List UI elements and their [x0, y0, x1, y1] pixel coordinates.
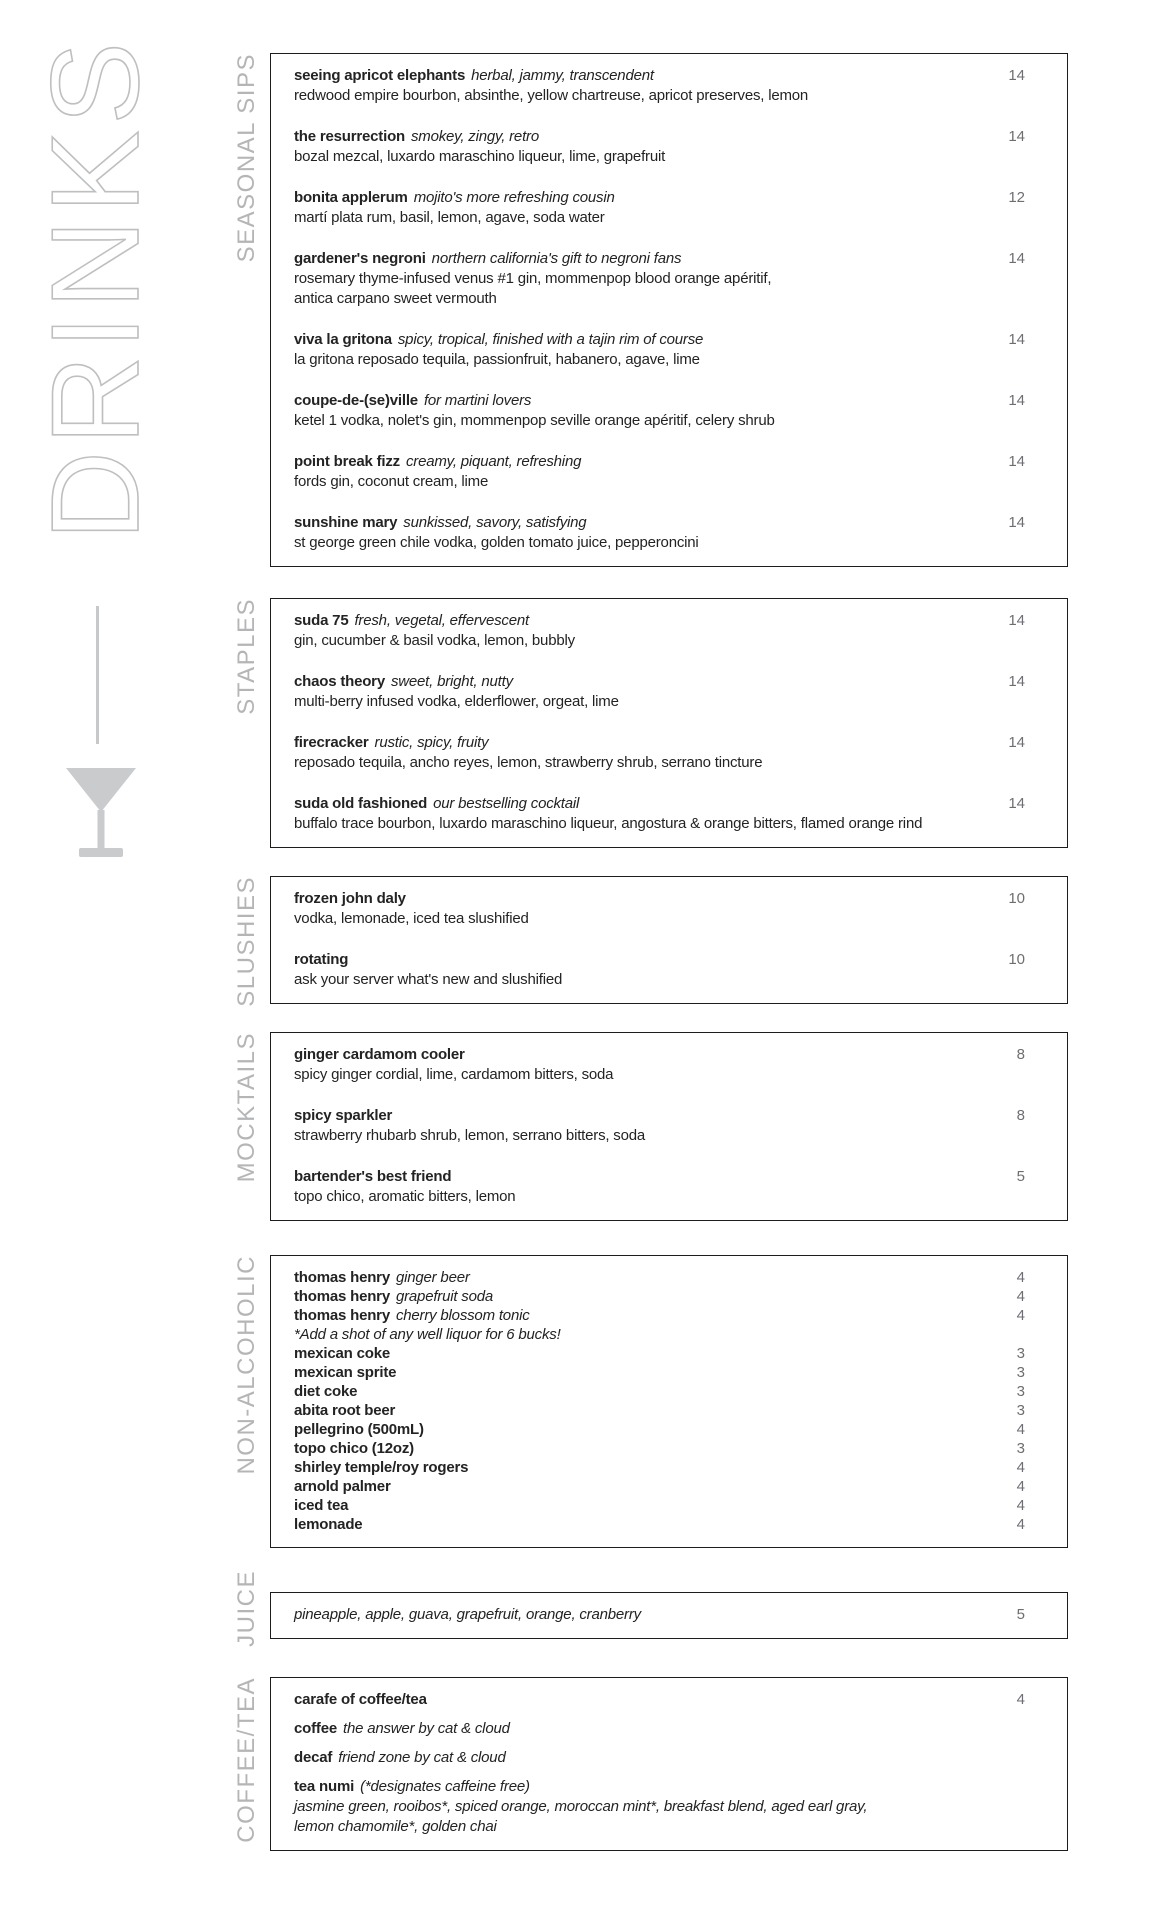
- menu-item: [294, 1420, 1025, 1439]
- item-name: coupe-de-(se)ville: [294, 392, 418, 409]
- item-price: 3: [1016, 1440, 1025, 1457]
- item-text: [294, 1477, 989, 1496]
- item-text: [294, 733, 989, 773]
- item-price: 10: [1008, 951, 1025, 968]
- item-price: 3: [1016, 1364, 1025, 1381]
- section-label: MOCKTAILS: [232, 1032, 260, 1183]
- item-text: [294, 672, 989, 712]
- menu-item: [294, 1344, 1025, 1363]
- item-text: [294, 330, 989, 370]
- item-heading: [294, 66, 989, 86]
- item-description: antica carpano sweet vermouth: [294, 290, 497, 307]
- menu-item: [294, 1777, 1025, 1837]
- section-label: NON-ALCOHOLIC: [232, 1255, 260, 1475]
- item-name: the resurrection: [294, 128, 405, 145]
- item-text: [294, 249, 989, 309]
- menu-item: [294, 1106, 1025, 1146]
- item-tagline: fresh, vegetal, effervescent: [354, 612, 529, 629]
- item-heading: [294, 672, 989, 692]
- item-heading: [294, 452, 989, 472]
- item-heading: [294, 249, 989, 269]
- item-name: coffee: [294, 1720, 337, 1737]
- item-name: topo chico (12oz): [294, 1440, 414, 1457]
- menu-section: [232, 1677, 1068, 1851]
- item-tagline: smokey, zingy, retro: [411, 128, 539, 145]
- item-description: buffalo trace bourbon, luxardo maraschino liqueur, angostura & orange bitters, flamed orange rind: [294, 815, 923, 832]
- item-price: 14: [1008, 795, 1025, 812]
- item-price: 8: [1016, 1107, 1025, 1124]
- item-name: spicy sparkler: [294, 1107, 393, 1124]
- item-heading: [294, 1515, 989, 1534]
- item-description: redwood empire bourbon, absinthe, yellow chartreuse, apricot preserves, lemon: [294, 87, 809, 104]
- item-heading: [294, 794, 989, 814]
- menu-item: [294, 249, 1025, 309]
- item-tagline: our bestselling cocktail: [433, 795, 580, 812]
- item-price: 14: [1008, 67, 1025, 84]
- item-name: mexican sprite: [294, 1364, 397, 1381]
- item-text: [294, 1363, 989, 1382]
- item-text: [294, 1719, 989, 1739]
- item-price: 14: [1008, 453, 1025, 470]
- menu-section: [232, 53, 1068, 567]
- section-box: [270, 53, 1068, 567]
- item-description: strawberry rhubarb shrub, lemon, serrano bitters, soda: [294, 1127, 646, 1144]
- item-name: suda 75: [294, 612, 349, 629]
- item-description: bozal mezcal, luxardo maraschino liqueur, lime, grapefruit: [294, 148, 666, 165]
- item-heading: [294, 1382, 989, 1401]
- item-text: [294, 127, 989, 167]
- item-tagline: *Add a shot of any well liquor for 6 bucks!: [294, 1326, 561, 1343]
- item-text: [294, 1268, 989, 1287]
- menu-item: [294, 1325, 1025, 1344]
- item-text: [294, 1496, 989, 1515]
- item-name: thomas henry: [294, 1288, 390, 1305]
- item-name: point break fizz: [294, 453, 400, 470]
- item-name: thomas henry: [294, 1307, 390, 1324]
- martini-glass-icon: [62, 764, 140, 862]
- item-text: [294, 1106, 989, 1146]
- menu-item: [294, 391, 1025, 431]
- item-tagline: rustic, spicy, fruity: [374, 734, 489, 751]
- item-tagline: mojito's more refreshing cousin: [413, 189, 615, 206]
- item-name: gardener's negroni: [294, 250, 426, 267]
- item-heading: [294, 1106, 989, 1126]
- item-price: 14: [1008, 392, 1025, 409]
- item-name: frozen john daly: [294, 890, 406, 907]
- item-tagline: (*designates caffeine free): [360, 1778, 530, 1795]
- item-price: 12: [1008, 189, 1025, 206]
- item-name: ginger cardamom cooler: [294, 1046, 465, 1063]
- menu-item: [294, 188, 1025, 228]
- item-heading: [294, 127, 989, 147]
- item-name: decaf: [294, 1749, 333, 1766]
- menu-item: [294, 1439, 1025, 1458]
- item-heading: [294, 513, 989, 533]
- item-description: fords gin, coconut cream, lime: [294, 473, 489, 490]
- item-text: [294, 452, 989, 492]
- item-description: st george green chile vodka, golden tomato juice, pepperoncini: [294, 534, 699, 551]
- item-description: spicy ginger cordial, lime, cardamom bitters, soda: [294, 1066, 614, 1083]
- item-heading: [294, 1306, 989, 1325]
- menu-item: [294, 1401, 1025, 1420]
- menu-item: [294, 889, 1025, 929]
- section-box: [270, 1255, 1068, 1548]
- drinks-vertical-title: DRINKS: [27, 36, 165, 541]
- item-name: abita root beer: [294, 1402, 396, 1419]
- item-tagline: spicy, tropical, finished with a tajin rim of course: [397, 331, 704, 348]
- item-description: reposado tequila, ancho reyes, lemon, strawberry shrub, serrano tincture: [294, 754, 763, 771]
- menu-item: [294, 1268, 1025, 1287]
- item-name: tea numi: [294, 1778, 355, 1795]
- item-heading: [294, 1496, 989, 1515]
- item-description: multi-berry infused vodka, elderflower, orgeat, lime: [294, 693, 619, 710]
- menu-section: [232, 1032, 1068, 1221]
- menu-section: [232, 598, 1068, 848]
- menu-item: [294, 1748, 1025, 1768]
- item-heading: [294, 950, 989, 970]
- section-label: JUICE: [232, 1570, 260, 1647]
- menu-item: [294, 1458, 1025, 1477]
- menu-item: [294, 794, 1025, 834]
- item-price: 14: [1008, 128, 1025, 145]
- item-tagline: for martini lovers: [423, 392, 532, 409]
- item-heading: [294, 188, 989, 208]
- item-text: [294, 950, 989, 990]
- item-tagline: the answer by cat & cloud: [342, 1720, 510, 1737]
- item-price: 10: [1008, 890, 1025, 907]
- menu-section: [232, 1255, 1068, 1548]
- item-price: 3: [1016, 1402, 1025, 1419]
- item-tagline: pineapple, apple, guava, grapefruit, orange, cranberry: [294, 1606, 641, 1623]
- item-tagline: sweet, bright, nutty: [390, 673, 513, 690]
- item-description: vodka, lemonade, iced tea slushified: [294, 910, 529, 927]
- item-text: [294, 1458, 989, 1477]
- item-name: bartender's best friend: [294, 1168, 452, 1185]
- menu-item: [294, 66, 1025, 106]
- item-heading: [294, 1287, 989, 1306]
- item-name: rotating: [294, 951, 349, 968]
- item-name: suda old fashioned: [294, 795, 428, 812]
- item-tagline: ginger beer: [395, 1269, 470, 1286]
- menu-item: [294, 611, 1025, 651]
- item-price: 5: [1016, 1168, 1025, 1185]
- item-heading: [294, 1420, 989, 1439]
- item-text: [294, 794, 989, 834]
- item-tagline: northern california's gift to negroni fans: [431, 250, 682, 267]
- item-heading: [294, 1439, 989, 1458]
- item-heading: [294, 1477, 989, 1496]
- item-description: jasmine green, rooibos*, spiced orange, moroccan mint*, breakfast blend, aged earl gray,: [294, 1798, 868, 1815]
- item-price: 4: [1016, 1459, 1025, 1476]
- item-description: martí plata rum, basil, lemon, agave, soda water: [294, 209, 605, 226]
- item-text: [294, 889, 989, 929]
- menu-item: [294, 1045, 1025, 1085]
- item-text: [294, 1344, 989, 1363]
- menu-item: [294, 672, 1025, 712]
- item-name: carafe of coffee/tea: [294, 1691, 427, 1708]
- item-price: 4: [1016, 1516, 1025, 1533]
- item-tagline: creamy, piquant, refreshing: [405, 453, 582, 470]
- item-name: chaos theory: [294, 673, 385, 690]
- item-name: pellegrino (500mL): [294, 1421, 424, 1438]
- item-tagline: sunkissed, savory, satisfying: [403, 514, 587, 531]
- menu-item: [294, 950, 1025, 990]
- section-box: [270, 598, 1068, 848]
- menu-item: [294, 1515, 1025, 1534]
- menu-item: [294, 1690, 1025, 1710]
- item-text: [294, 1325, 989, 1344]
- menu-item: [294, 1363, 1025, 1382]
- item-heading: [294, 391, 989, 411]
- item-text: [294, 1382, 989, 1401]
- item-heading: [294, 1458, 989, 1477]
- item-text: [294, 1306, 989, 1325]
- item-price: 14: [1008, 250, 1025, 267]
- item-heading: [294, 1045, 989, 1065]
- item-text: [294, 513, 989, 553]
- item-name: firecracker: [294, 734, 369, 751]
- section-label: SEASONAL SIPS: [232, 53, 260, 263]
- item-heading: [294, 1605, 989, 1625]
- item-tagline: grapefruit soda: [395, 1288, 494, 1305]
- item-name: thomas henry: [294, 1269, 390, 1286]
- item-name: arnold palmer: [294, 1478, 391, 1495]
- item-price: 4: [1016, 1421, 1025, 1438]
- item-text: [294, 66, 989, 106]
- item-price: 4: [1016, 1269, 1025, 1286]
- item-description: la gritona reposado tequila, passionfruit, habanero, agave, lime: [294, 351, 700, 368]
- menu-item: [294, 1477, 1025, 1496]
- menu-item: [294, 513, 1025, 553]
- item-text: [294, 1515, 989, 1534]
- item-heading: [294, 1777, 989, 1797]
- menu-item: [294, 1167, 1025, 1207]
- menu-section: [232, 1570, 1068, 1647]
- item-price: 8: [1016, 1046, 1025, 1063]
- item-text: [294, 1167, 989, 1207]
- item-tagline: cherry blossom tonic: [395, 1307, 530, 1324]
- menu-section: [232, 876, 1068, 1007]
- item-text: [294, 1287, 989, 1306]
- menu-item: [294, 1382, 1025, 1401]
- item-price: 14: [1008, 331, 1025, 348]
- vertical-divider: [96, 606, 99, 744]
- item-price: 14: [1008, 514, 1025, 531]
- item-price: 14: [1008, 673, 1025, 690]
- item-heading: [294, 1401, 989, 1420]
- item-text: [294, 1045, 989, 1085]
- item-heading: [294, 1690, 989, 1710]
- menu-item: [294, 452, 1025, 492]
- item-price: 3: [1016, 1345, 1025, 1362]
- item-heading: [294, 1325, 989, 1344]
- menu-item: [294, 330, 1025, 370]
- item-description: rosemary thyme-infused venus #1 gin, mommenpop blood orange apéritif,: [294, 270, 772, 287]
- item-name: iced tea: [294, 1497, 349, 1514]
- item-description: gin, cucumber & basil vodka, lemon, bubbly: [294, 632, 575, 649]
- item-text: [294, 1439, 989, 1458]
- item-text: [294, 391, 989, 431]
- item-heading: [294, 330, 989, 350]
- item-name: lemonade: [294, 1516, 363, 1533]
- section-box: [270, 876, 1068, 1004]
- item-heading: [294, 611, 989, 631]
- item-heading: [294, 1363, 989, 1382]
- item-heading: [294, 733, 989, 753]
- item-heading: [294, 1268, 989, 1287]
- item-price: 4: [1016, 1288, 1025, 1305]
- item-name: diet coke: [294, 1383, 358, 1400]
- item-text: [294, 1748, 989, 1768]
- item-price: 4: [1016, 1497, 1025, 1514]
- section-box: [270, 1592, 1068, 1639]
- item-heading: [294, 1167, 989, 1187]
- item-text: [294, 1777, 989, 1837]
- item-price: 3: [1016, 1383, 1025, 1400]
- item-tagline: friend zone by cat & cloud: [338, 1749, 506, 1766]
- section-label: SLUSHIES: [232, 876, 260, 1007]
- menu-item: [294, 1496, 1025, 1515]
- item-heading: [294, 1719, 989, 1739]
- item-heading: [294, 889, 989, 909]
- item-name: seeing apricot elephants: [294, 67, 466, 84]
- menu-item: [294, 1605, 1025, 1625]
- item-text: [294, 1605, 989, 1625]
- item-description: topo chico, aromatic bitters, lemon: [294, 1188, 516, 1205]
- item-text: [294, 1401, 989, 1420]
- item-description: ketel 1 vodka, nolet's gin, mommenpop seville orange apéritif, celery shrub: [294, 412, 775, 429]
- item-description: lemon chamomile*, golden chai: [294, 1818, 497, 1835]
- item-price: 4: [1016, 1307, 1025, 1324]
- menu-item: [294, 1719, 1025, 1739]
- menu-item: [294, 1306, 1025, 1325]
- section-label: COFFEE/TEA: [232, 1677, 260, 1843]
- item-name: mexican coke: [294, 1345, 390, 1362]
- item-name: viva la gritona: [294, 331, 392, 348]
- item-tagline: herbal, jammy, transcendent: [471, 67, 654, 84]
- item-description: ask your server what's new and slushified: [294, 971, 563, 988]
- item-price: 4: [1016, 1478, 1025, 1495]
- item-text: [294, 188, 989, 228]
- section-box: [270, 1677, 1068, 1851]
- item-price: 4: [1016, 1691, 1025, 1708]
- item-price: 5: [1016, 1606, 1025, 1623]
- item-text: [294, 1690, 989, 1710]
- item-text: [294, 611, 989, 651]
- section-box: [270, 1032, 1068, 1221]
- item-name: sunshine mary: [294, 514, 398, 531]
- item-heading: [294, 1748, 989, 1768]
- item-name: shirley temple/roy rogers: [294, 1459, 469, 1476]
- item-text: [294, 1420, 989, 1439]
- menu-item: [294, 733, 1025, 773]
- item-price: 14: [1008, 734, 1025, 751]
- item-price: 14: [1008, 612, 1025, 629]
- menu-item: [294, 1287, 1025, 1306]
- item-heading: [294, 1344, 989, 1363]
- section-label: STAPLES: [232, 598, 260, 715]
- menu-item: [294, 127, 1025, 167]
- item-name: bonita applerum: [294, 189, 408, 206]
